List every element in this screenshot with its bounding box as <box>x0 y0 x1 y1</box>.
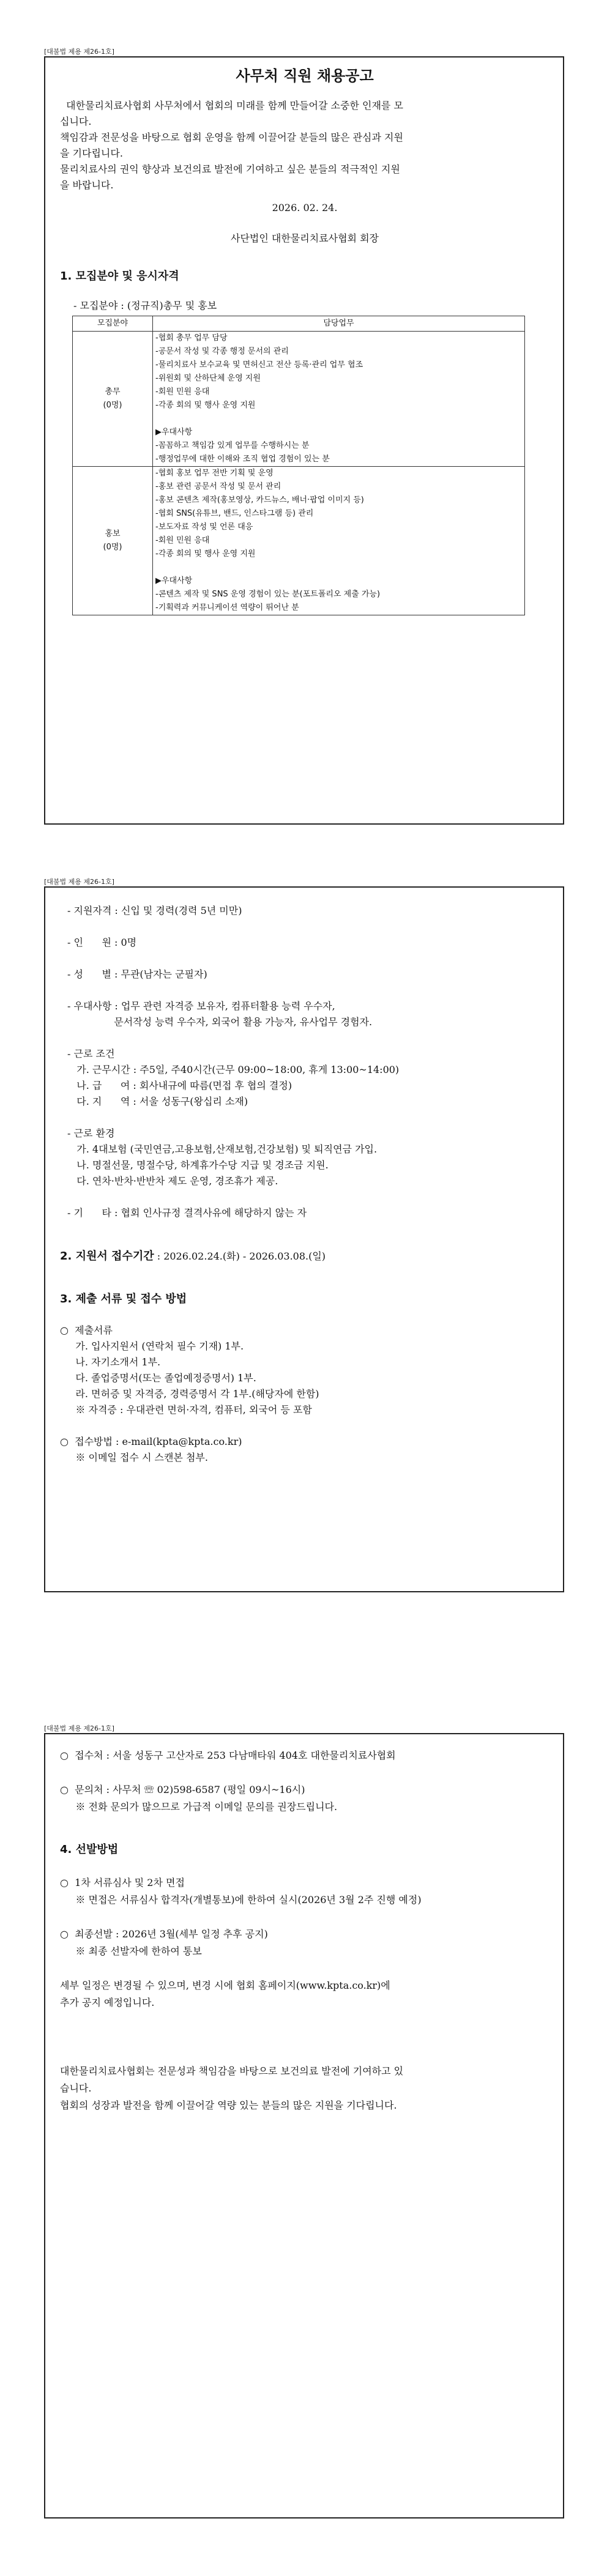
job-field-count: (0명) <box>103 543 122 552</box>
condition-line: 나. 명절선물, 명절수당, 하계휴가수당 지급 및 경조금 지원. <box>67 1159 329 1171</box>
duty-item: -행정업무에 대한 이해와 조직 협업 경험이 있는 분 <box>155 455 330 464</box>
condition-line <box>67 1110 549 1126</box>
notice-signer: 사단법인 대한물리치료사협회 회장 <box>230 232 379 244</box>
job-table-row <box>73 332 525 467</box>
condition-line <box>67 1030 549 1046</box>
duty-item: -협회 홍보 업무 전반 기획 및 운영 <box>155 469 274 478</box>
condition-line: - 우대사항 : 업무 관련 자격증 보유자, 컴퓨터활용 능력 우수자, <box>67 1000 335 1012</box>
duty-item: ▶우대사항 <box>155 428 193 437</box>
duty-item <box>155 412 524 426</box>
duty-item <box>155 561 524 574</box>
contact-line: ※ 전화 문의가 많으므로 가급적 이메일 문의를 권장드립니다. <box>60 1801 338 1813</box>
submission-line: 라. 면허증 및 자격증, 경력증명서 각 1부.(해당자에 한함) <box>60 1388 319 1400</box>
duty-item: -공문서 작성 및 각종 행정 문서의 관리 <box>155 347 289 356</box>
selection-line: 협회의 성장과 발전을 함께 이끌어갈 역량 있는 분들의 많은 지원을 기다립니다. <box>60 2099 397 2111</box>
notice-date: 2026. 02. 24. <box>272 202 338 213</box>
submission-line: ※ 자격증 : 우대관련 면허·자격, 컴퓨터, 외국어 등 포함 <box>60 1404 312 1416</box>
duty-item: -회원 민원 응대 <box>155 536 210 545</box>
section-3-title: 3. 제출 서류 및 접수 방법 <box>60 1293 187 1305</box>
conditions-list <box>60 903 549 1221</box>
contact-list <box>60 1747 549 1816</box>
job-table-header <box>73 316 525 332</box>
condition-line: - 성 별 : 무관(남자는 군필자) <box>67 968 207 980</box>
submission-line: 다. 졸업증명서(또는 졸업예정증명서) 1부. <box>60 1372 256 1384</box>
condition-line: - 근로 환경 <box>67 1127 115 1139</box>
duty-item: -회원 민원 응대 <box>155 387 210 396</box>
submission-list <box>60 1323 549 1466</box>
intro-line: 대한물리치료사협회 사무처에서 협회의 미래를 함께 만들어갈 소중한 인재를 모 <box>60 100 403 111</box>
form-label-2: [대불법 제용 제26-1호] <box>44 878 114 886</box>
selection-list <box>60 1874 549 2114</box>
job-field-cell <box>73 467 153 615</box>
duty-item: -꼼꼼하고 책임감 있게 업무를 수행하시는 분 <box>155 441 310 450</box>
intro-line: 을 바랍니다. <box>60 179 114 191</box>
duty-item: -위원회 및 산하단체 운영 지원 <box>155 374 261 383</box>
contact-line: ○ 문의처 : 사무처 ☏ 02)598-6587 (평일 09시~16시) <box>60 1784 305 1795</box>
page-1-content <box>60 69 549 615</box>
selection-line: ※ 최종 선발자에 한하여 통보 <box>60 1945 202 1957</box>
selection-line <box>60 1909 549 1926</box>
duty-item: -기획력과 커뮤니케이션 역량이 뛰어난 분 <box>155 603 299 612</box>
condition-line: 문서작성 능력 우수자, 외국어 활용 가능자, 유사업무 경험자. <box>67 1016 373 1028</box>
intro-paragraph <box>60 98 549 193</box>
selection-line: 습니다. <box>60 2082 92 2094</box>
selection-line: ※ 면접은 서류심사 합격자(개별통보)에 한하여 실시(2026년 3월 2주 진행 예정) <box>60 1894 422 1906</box>
header-field: 모집분야 <box>73 316 153 332</box>
duty-item: -보도자료 작성 및 언론 대응 <box>155 522 253 532</box>
selection-line: 대한물리치료사협회는 전문성과 책임감을 바탕으로 보건의료 발전에 기여하고 있 <box>60 2065 404 2077</box>
application-period: : 2026.02.24.(화) - 2026.03.08.(일) <box>154 1250 326 1262</box>
selection-line <box>60 2029 549 2046</box>
recruit-field: - 모집분야 : (정규직)총무 및 홍보 <box>73 300 217 311</box>
contact-line <box>60 1764 549 1781</box>
job-duties-cell <box>153 467 525 615</box>
submission-line: ○ 접수방법 : e-mail(kpta@kpta.co.kr) <box>60 1436 242 1447</box>
condition-line: 다. 지 역 : 서울 성동구(왕십리 소재) <box>67 1096 248 1107</box>
condition-line <box>67 1189 549 1205</box>
job-field-name: 홍보 <box>105 529 121 538</box>
job-field-count: (0명) <box>103 401 122 410</box>
duty-item: -각종 회의 및 행사 운영 지원 <box>155 401 256 410</box>
submission-line: ※ 이메일 접수 시 스캔본 첨부. <box>60 1452 208 1463</box>
condition-line: 다. 연차·반차·반반차 제도 운영, 경조휴가 제공. <box>67 1175 278 1187</box>
selection-line: 세부 일정은 변경될 수 있으며, 변경 시에 협회 홈페이지(www.kpta.co.kr)에 <box>60 1980 390 1991</box>
section-2 <box>60 1249 549 1264</box>
submission-line <box>60 1418 549 1434</box>
form-label-3: [대불법 제용 제26-1호] <box>44 1724 114 1732</box>
header-duties: 담당업무 <box>153 316 525 332</box>
duty-item: -각종 회의 및 행사 운영 지원 <box>155 549 256 559</box>
condition-line: - 지원자격 : 신입 및 경력(경력 5년 미만) <box>67 905 242 916</box>
form-label: [대불법 제용 제26-1호] <box>44 48 114 56</box>
section-4-title: 4. 선발방법 <box>60 1843 119 1856</box>
job-table-row <box>73 467 525 615</box>
condition-line <box>67 982 549 998</box>
duty-item: -홍보 관련 공문서 작성 및 문서 관리 <box>155 482 281 491</box>
submission-line: ○ 제출서류 <box>60 1324 113 1336</box>
submission-line: 가. 입사지원서 (연락처 필수 기재) 1부. <box>60 1340 244 1352</box>
job-field-name: 총무 <box>105 387 121 396</box>
selection-line: 추가 공지 예정입니다. <box>60 1997 155 2008</box>
intro-line: 을 기다립니다. <box>60 147 123 159</box>
condition-line: - 근로 조건 <box>67 1048 115 1060</box>
job-duties-cell <box>153 332 525 467</box>
duty-item: -콘텐츠 제작 및 SNS 운영 경험이 있는 분(포트폴리오 제출 가능) <box>155 590 381 599</box>
section-1-title: 1. 모집분야 및 응시자격 <box>60 270 179 283</box>
page-title: 사무처 직원 채용공고 <box>236 67 374 84</box>
selection-line <box>60 2046 549 2063</box>
condition-line <box>67 919 549 935</box>
condition-line: - 인 원 : 0명 <box>67 937 137 948</box>
condition-line <box>67 951 549 967</box>
condition-line: 가. 근무시간 : 주5일, 주40시간(근무 09:00~18:00, 휴게 13:00~14:00) <box>67 1064 400 1075</box>
duty-item: -홍보 콘텐츠 제작(홍보영상, 카드뉴스, 배너·팝업 이미지 등) <box>155 496 364 505</box>
intro-line: 십니다. <box>60 116 92 127</box>
duty-item: -협회 SNS(유튜브, 밴드, 인스타그램 등) 관리 <box>155 509 314 518</box>
condition-line: 나. 급 여 : 회사내규에 따름(면접 후 협의 결정) <box>67 1080 292 1091</box>
condition-line: 가. 4대보험 (국민연금,고용보험,산재보험,건강보험) 및 퇴직연금 가입. <box>67 1143 378 1155</box>
duty-item: -물리치료사 보수교육 및 면허신고 전산 등록·관리 업무 협조 <box>155 360 363 369</box>
section-2-title: 2. 지원서 접수기간 <box>60 1250 154 1263</box>
submission-line: 나. 자기소개서 1부. <box>60 1356 161 1368</box>
page-3-content <box>60 1747 549 2114</box>
contact-line: ○ 접수처 : 서울 성동구 고산자로 253 다남매타워 404호 대한물리치료사협회 <box>60 1750 396 1761</box>
intro-line: 물리치료사의 권익 향상과 보건의료 발전에 기여하고 싶은 분들의 적극적인 지원 <box>60 163 400 175</box>
page-2-content <box>60 903 549 1466</box>
selection-line: ○ 1차 서류심사 및 2차 면접 <box>60 1877 185 1888</box>
duty-item: -협회 총무 업무 담당 <box>155 333 228 343</box>
duty-item: ▶우대사항 <box>155 576 193 585</box>
job-field-cell <box>73 332 153 467</box>
selection-line <box>60 1960 549 1977</box>
job-table <box>72 316 525 615</box>
condition-line: - 기 타 : 협회 인사규정 결격사유에 해당하지 않는 자 <box>67 1207 307 1219</box>
selection-line <box>60 2011 549 2029</box>
selection-line: ○ 최종선발 : 2026년 3월(세부 일정 추후 공지) <box>60 1928 268 1940</box>
intro-line: 책임감과 전문성을 바탕으로 협회 운영을 함께 이끌어갈 분들의 많은 관심과 지원 <box>60 132 403 143</box>
